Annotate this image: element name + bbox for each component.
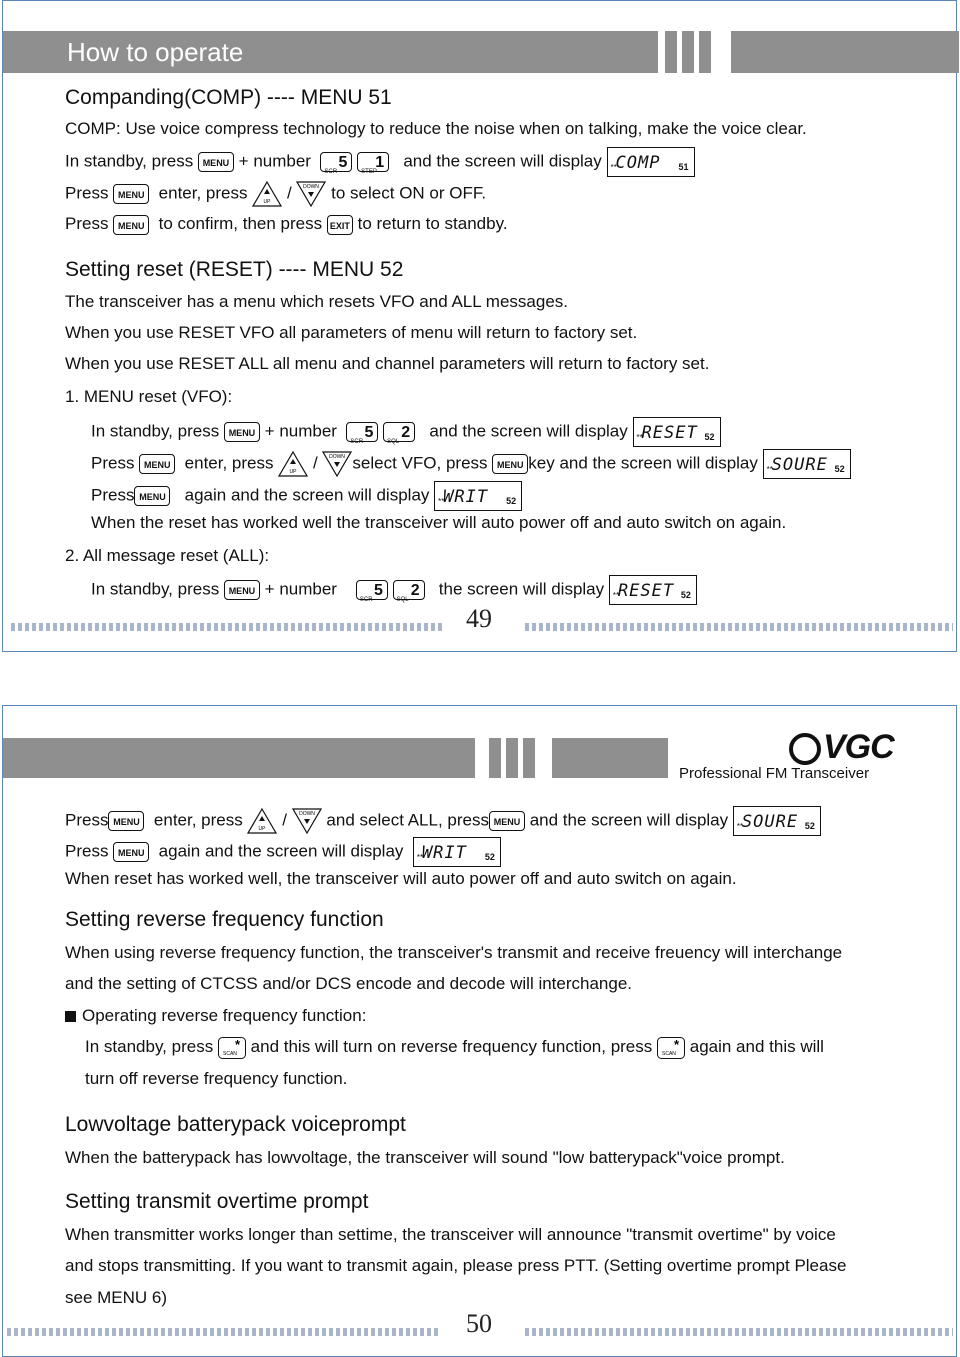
square-bullet-icon xyxy=(65,1011,76,1022)
header-title: How to operate xyxy=(67,37,244,67)
reset-all-step-4: When reset has worked well, the transceiver will auto power off and auto switch on again. xyxy=(65,869,737,888)
reset-p2: When you use RESET VFO all parameters of menu will return to factory set. xyxy=(65,323,638,342)
svg-text:UP: UP xyxy=(259,826,266,832)
lcd-comp-display: ** COMP 51 xyxy=(607,147,695,177)
brand-logo: VGC xyxy=(789,728,894,767)
reverse-heading: Setting reverse frequency function xyxy=(65,908,384,931)
menu-key-icon: MENU xyxy=(113,184,149,204)
scr-5-key-icon: SCR 5 xyxy=(356,580,388,600)
reset-p3: When you use RESET ALL all menu and channel parameters will return to factory set. xyxy=(65,354,710,373)
lcd-soure-display: ** SOURE 52 xyxy=(763,449,851,479)
svg-text:*: * xyxy=(674,1036,680,1052)
page-number: 49 xyxy=(466,604,492,633)
exit-key-icon: EXIT xyxy=(327,215,353,235)
reset-all-step-1: In standby, press MENU + number SCR 5 SQL 2 the screen will display ** RESET 52 xyxy=(91,575,697,605)
reset-p1: The transceiver has a menu which resets VFO and ALL messages. xyxy=(65,292,569,311)
manual-page-49 xyxy=(2,0,957,652)
brand-logo-icon xyxy=(789,733,821,765)
reset-vfo-title: 1. MENU reset (VFO): xyxy=(65,387,233,406)
manual-page-50 xyxy=(2,705,957,1357)
comp-step-1: In standby, press MENU + number SCR 5 STEP 1 and the screen will display ** COMP 51 xyxy=(65,147,695,177)
reset-heading: Setting reset (RESET) ---- MENU 52 xyxy=(65,258,404,281)
header-band xyxy=(3,31,658,73)
footer-dots-left xyxy=(11,623,445,631)
overtime-p2: and stops transmitting. If you want to transmit again, please press PTT. (Setting overtime prompt Please xyxy=(65,1256,847,1275)
svg-text:UP: UP xyxy=(289,469,297,475)
lcd-writ-display: ** WRIT 52 xyxy=(413,837,501,867)
scan-key-icon xyxy=(218,1037,246,1059)
lcd-soure-display: ** SOURE 52 xyxy=(733,806,821,836)
footer-dots-left xyxy=(7,1328,441,1336)
menu-key-icon: MENU xyxy=(134,486,170,506)
header-band xyxy=(3,738,475,778)
lcd-reset-display: ** RESET 52 xyxy=(609,575,697,605)
sql-2-key-icon: SQL 2 xyxy=(383,422,415,442)
up-key-icon xyxy=(252,181,282,207)
menu-key-icon: MENU xyxy=(224,422,260,442)
down-key-icon xyxy=(322,451,352,477)
lcd-writ-display: ** WRIT 52 xyxy=(434,481,522,511)
scr-5-key-icon: SCR 5 xyxy=(320,152,352,172)
menu-key-icon: MENU xyxy=(198,152,234,172)
down-key-icon xyxy=(292,808,322,834)
step-1-key-icon: STEP 1 xyxy=(357,152,389,172)
svg-text:DOWN: DOWN xyxy=(303,184,320,190)
menu-key-icon: MENU xyxy=(224,580,260,600)
reset-all-step-2: Press MENU enter, press UP / DOWN and select ALL, press MENU and the screen will display ** SOURE 52 xyxy=(65,806,821,836)
overtime-heading: Setting transmit overtime prompt xyxy=(65,1190,369,1213)
menu-key-icon: MENU xyxy=(489,811,525,831)
menu-key-icon: MENU xyxy=(139,454,175,474)
reverse-step-2: turn off reverse frequency function. xyxy=(85,1069,348,1088)
reverse-p2: and the setting of CTCSS and/or DCS encode and decode will interchange. xyxy=(65,974,633,993)
reverse-subtitle: Operating reverse frequency function: xyxy=(65,1005,366,1027)
svg-text:SCAN: SCAN xyxy=(222,1050,237,1057)
svg-text:SCAN: SCAN xyxy=(662,1050,676,1057)
brand-tagline: Professional FM Transceiver xyxy=(679,765,870,782)
header-bars xyxy=(489,738,540,778)
comp-heading: Companding(COMP) ---- MENU 51 xyxy=(65,86,392,109)
menu-key-icon: MENU xyxy=(492,454,528,474)
header-band-right xyxy=(731,31,959,73)
header-bars xyxy=(665,31,716,73)
lowvoltage-p: When the batterypack has lowvoltage, the transceiver will sound "low batterypack"voice prompt. xyxy=(65,1148,785,1167)
comp-step-3: Press MENU to confirm, then press EXIT to return to standby. xyxy=(65,214,508,233)
lowvoltage-heading: Lowvoltage batterypack voiceprompt xyxy=(65,1113,406,1136)
reset-all-step-3: Press MENU again and the screen will display ** WRIT 52 xyxy=(65,837,501,867)
reverse-p1: When using reverse frequency function, the transceiver's transmit and receive freuency will interchange xyxy=(65,943,843,962)
svg-text:DOWN: DOWN xyxy=(298,811,315,817)
svg-text:*: * xyxy=(234,1036,240,1052)
overtime-p1: When transmitter works longer than settime, the transceiver will announce "transmit overtime" by voice xyxy=(65,1225,836,1244)
svg-text:UP: UP xyxy=(263,199,271,205)
menu-key-icon: MENU xyxy=(113,842,149,862)
scan-key-icon xyxy=(657,1037,685,1059)
menu-key-icon: MENU xyxy=(113,215,149,235)
lcd-reset-display: ** RESET 52 xyxy=(633,417,721,447)
reverse-step-1: In standby, press * SCAN and this will turn on reverse frequency function, press * SCAN again and this will xyxy=(85,1036,824,1057)
reset-vfo-step-1: In standby, press MENU + number SCR 5 SQL 2 and the screen will display ** RESET 52 xyxy=(91,417,721,447)
sql-2-key-icon: SQL 2 xyxy=(393,580,425,600)
comp-step-2: Press MENU enter, press UP / DOWN to select ON or OFF. xyxy=(65,181,486,207)
reset-vfo-step-4: When the reset has worked well the transceiver will auto power off and auto switch on again. xyxy=(91,513,787,532)
up-key-icon xyxy=(247,808,277,834)
reset-vfo-step-3: Press MENU again and the screen will display ** WRIT 52 xyxy=(91,481,522,511)
scr-5-key-icon: SCR 5 xyxy=(346,422,378,442)
svg-text:DOWN: DOWN xyxy=(329,454,346,460)
page-number: 50 xyxy=(466,1309,492,1338)
reset-all-title: 2. All message reset (ALL): xyxy=(65,546,270,565)
up-key-icon xyxy=(278,451,308,477)
menu-key-icon: MENU xyxy=(108,811,144,831)
header-band-right xyxy=(552,738,668,778)
reset-vfo-step-2: Press MENU enter, press UP / DOWN select VFO, press MENU key and the screen will display ** SOURE 52 xyxy=(91,449,851,479)
overtime-p3: see MENU 6) xyxy=(65,1288,168,1307)
footer-dots-right xyxy=(525,1328,953,1336)
footer-dots-right xyxy=(525,623,953,631)
comp-desc: COMP: Use voice compress technology to reduce the noise when on talking, make the voice clear. xyxy=(65,119,807,138)
down-key-icon xyxy=(296,181,326,207)
